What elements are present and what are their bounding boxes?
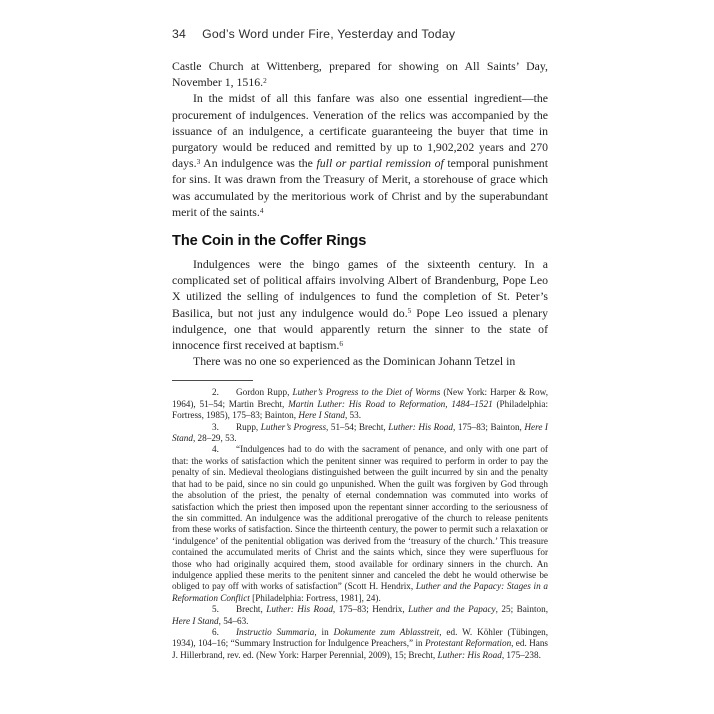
text-segment: Pope Leo issued a plenary indulgence, one that would apparently return the sinner to the state of innocence first received at baptism. [172,305,548,353]
footnote-number: 2. [212,387,219,398]
text-segment: An indulgence was the [200,156,317,171]
text-segment: Luther’s Progress to the Diet of Worms [292,387,441,398]
footnote [172,444,548,604]
text-segment: Luther and the Papacy: Stages in a Reformation Conflict [172,581,548,603]
footnote [172,422,548,445]
text-segment: Luther: His Road [266,604,333,615]
text-segment: Here I Stand [298,410,345,421]
text-segment: Instructio Summaria [236,626,315,637]
footnote [172,627,548,661]
footnotes-section [172,380,548,661]
text-segment: Protestant Reformation [424,638,512,649]
running-head-title: God’s Word under Fire, Yesterday and Today [202,27,456,41]
body-paragraph [172,256,548,353]
body-paragraph [172,353,548,369]
footnote-text [172,444,548,602]
text-segment: , 175–238. [501,649,541,660]
text-segment: , 25; Bainton, [495,604,548,615]
text-segment: , 28–29, 53. [192,433,237,444]
footnote-reference: 3 [196,156,201,166]
text-segment: Luther and the Papacy [408,604,496,615]
text-segment: [Philadelphia: Fortress, 1981], 24). [249,592,381,603]
text-segment: Luther: His Road [388,421,453,432]
footnote-number: 5. [212,604,219,615]
text-segment: Gordon Rupp, [236,387,293,398]
footnote-reference: 5 [407,306,412,316]
page-number: 34 [172,27,187,41]
text-segment: temporal punishment for sins. It was drawn from the Treasury of Merit, a storehouse of grace which was accumulated by the meritorious work of Christ and by the superabundant merit of the saints. [172,156,548,219]
text-segment: Luther: His Road [437,649,502,660]
text-segment: Here I Stand [172,615,219,626]
text-segment: (Philadelphia: Fortress, 1985), 175–83; Bainton, [172,398,548,421]
text-segment: Brecht, [236,604,267,615]
text-segment: (New York: Harper & Row, 1964), 51–54; Martin Brecht, [172,387,548,409]
text-segment: “Indulgences had to do with the sacrament of penance, and only with one part of that: the works of satisfaction which the penitent sinner was required to perform in order to pay the penalty of sin. Medieval theologians distinguished between the guilt incurred by sin and the penalty that had to be paid, since no sin could go unpunished. When the guilt was forgiven by God through the absolution of the priest, the penalty of eternal condemnation was commuted into works of satisfaction which the priest then imposed upon the repentant sinner according to the seriousness of the sin committed. An indulgence was the additional prerogative of the church to release penitents from these works of satisfaction. Since the thirteenth century, the power to permit such a relaxation or ‘indulgence’ of the penitential obligation was derived from the ‘treasury of the church.’ This treasure contained the accumulated merits of Christ and the saints which, since they were superfluous for those who had originally acquired them, stood available for ordinary sinners in the church. An indulgence applied these merits to the penitent sinner and canceled the debt he would otherwise be obliged to pay off with works of satisfaction” (Scott H. Hendrix, [172,444,548,592]
text-segment: Castle Church at Wittenberg, prepared for showing on All Saints’ Day, November 1, 1516. [172,59,548,90]
text-segment: Here I Stand [172,421,548,444]
text-segment: Dokumente zum Ablasstreit [333,626,440,637]
footnote [172,387,548,421]
footnote-separator [172,380,253,381]
text-segment: In the midst of all this fanfare was also one essential ingredient—the procurement of indulgences. Veneration of the relics was accompanied by the issuance of an indulgence, a certificate guaranteeing the buyer that time in purgatory would be reduced and remitted by up to 1,902,202 years and 270 days. [172,91,548,171]
text-segment: Luther’s Progress [260,421,327,432]
text-segment: Rupp, [236,421,261,432]
footnote-reference: 2 [263,75,267,85]
body-paragraph [172,58,548,90]
text-segment: There was no one so experienced as the Dominican Johann Tetzel in [193,354,516,369]
body-paragraph [172,90,548,220]
text-segment: , 54–63. [218,615,249,626]
text-segment: , 175–83; Hendrix, [332,604,409,615]
text-segment: , 51–54; Brecht, [326,421,389,432]
text-segment: Martin Luther: His Road to Reformation, 1484–1521 [288,398,493,409]
section-heading: The Coin in the Coffer Rings [172,233,367,250]
footnote-reference: 4 [259,205,264,215]
running-head [172,27,548,41]
text-segment: , ed. Hans J. Hillerbrand, rev. ed. (New York: Harper Perennial, 2009), 15; Brecht, [172,638,549,660]
text-block [172,58,548,369]
text-segment: , ed. W. Köhler (Tübingen, 1934), 104–16; “Summary Instruction for Indulgence Preachers,” in [172,626,549,649]
text-segment: , 175–83; Bainton, [453,421,525,432]
text-segment: full or partial remission of [316,156,444,171]
footnote-number: 4. [212,444,219,455]
text-segment: Indulgences were the bingo games of the sixteenth century. In a complicated set of political affairs involving Albert of Brandenburg, Pope Leo X utilized the selling of indulgences to fund the completion of St. Peter’s Basilica, but not just any indulgence would do. [172,257,548,320]
footnote-number: 3. [212,421,219,432]
footnote-reference: 6 [339,338,344,348]
text-segment: , 53. [344,410,362,421]
footnote [172,604,548,627]
text-segment: , in [314,626,334,637]
footnote-number: 6. [212,626,219,637]
